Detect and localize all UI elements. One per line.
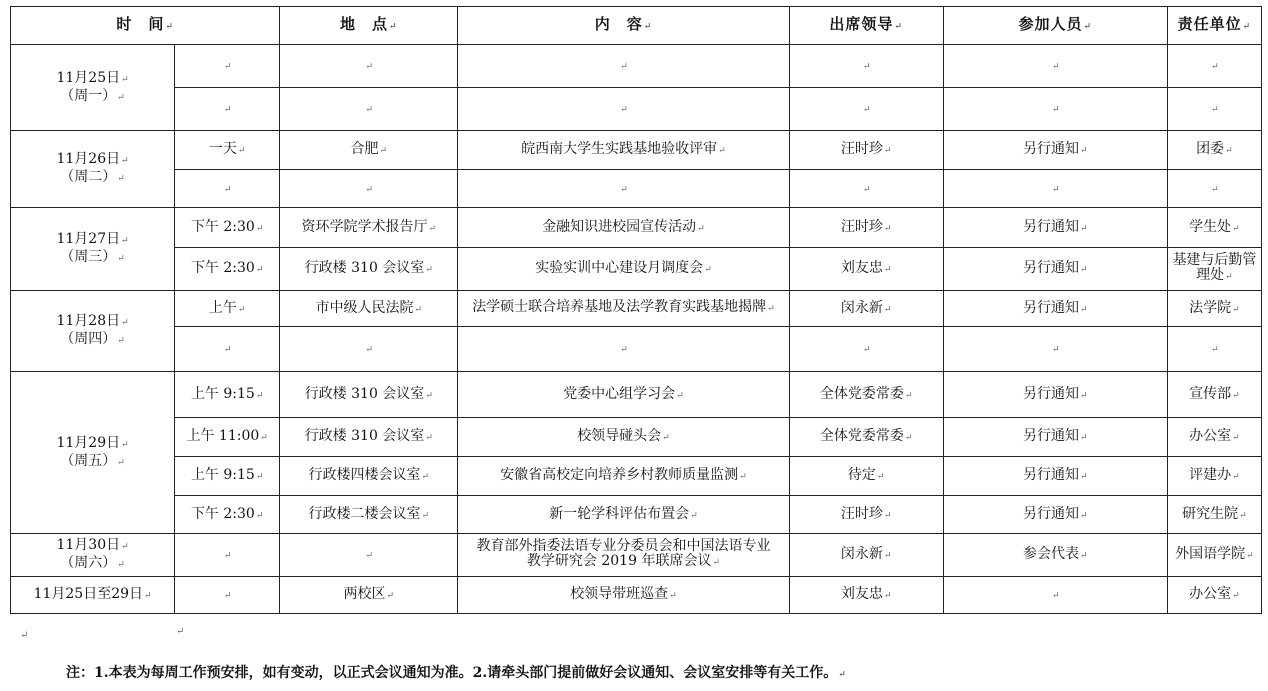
cell-content: 校领导碰头会↵ <box>458 418 789 457</box>
schedule-row <box>11 291 1262 327</box>
cell-place: ↵ <box>280 88 458 131</box>
cell-unit: 研究生院↵ <box>1167 496 1261 534</box>
cell-unit: 法学院↵ <box>1167 291 1261 327</box>
cell-participants: 参会代表↵ <box>943 534 1167 577</box>
cell-time: ↵ <box>175 170 280 208</box>
cell-unit: ↵ <box>1167 327 1261 372</box>
cell-content: 新一轮学科评估布置会↵ <box>458 496 789 534</box>
schedule-row <box>11 327 1262 372</box>
schedule-row <box>11 457 1262 496</box>
cell-leader: ↵ <box>789 88 943 131</box>
cell-content: 安徽省高校定向培养乡村教师质量监测↵ <box>458 457 789 496</box>
cell-unit: 学生处↵ <box>1167 208 1261 248</box>
cell-leader: 刘友忠↵ <box>789 248 943 291</box>
cell-leader: 全体党委常委↵ <box>789 372 943 418</box>
cell-date: 11月27日↵ （周三）↵ <box>11 208 175 291</box>
cell-time: ↵ <box>175 534 280 577</box>
cell-leader: ↵ <box>789 45 943 88</box>
cell-leader: 汪时珍↵ <box>789 208 943 248</box>
schedule-row <box>11 372 1262 418</box>
cell-place: 市中级人民法院↵ <box>280 291 458 327</box>
header-participants: 参加人员↵ <box>943 7 1167 45</box>
cell-place: 行政楼 310 会议室↵ <box>280 248 458 291</box>
schedule-row <box>11 418 1262 457</box>
cell-content: ↵ <box>458 45 789 88</box>
cell-unit: 办公室↵ <box>1167 418 1261 457</box>
cell-time: 上午 9:15↵ <box>175 457 280 496</box>
cell-unit: ↵ <box>1167 45 1261 88</box>
cell-participants: ↵ <box>943 88 1167 131</box>
header-content: 内 容↵ <box>458 7 789 45</box>
cell-time: 上午 11:00↵ <box>175 418 280 457</box>
cell-content: 皖西南大学生实践基地验收评审↵ <box>458 131 789 170</box>
paragraph-mark: ↵ <box>20 630 29 641</box>
cell-participants: ↵ <box>943 577 1167 614</box>
schedule-row <box>11 45 1262 88</box>
cell-date: 11月28日↵ （周四）↵ <box>11 291 175 372</box>
cell-date: 11月25日↵ （周一）↵ <box>11 45 175 131</box>
cell-place: ↵ <box>280 534 458 577</box>
cell-content: 金融知识进校园宣传活动↵ <box>458 208 789 248</box>
cell-content: ↵ <box>458 170 789 208</box>
schedule-row <box>11 170 1262 208</box>
cell-place: 行政楼 310 会议室↵ <box>280 372 458 418</box>
cell-place: 资环学院学术报告厅↵ <box>280 208 458 248</box>
cell-participants: ↵ <box>943 327 1167 372</box>
cell-place: ↵ <box>280 327 458 372</box>
cell-leader: 闵永新↵ <box>789 534 943 577</box>
cell-leader: 闵永新↵ <box>789 291 943 327</box>
cell-time: 下午 2:30↵ <box>175 208 280 248</box>
schedule-row <box>11 88 1262 131</box>
cell-date: 11月30日↵ （周六）↵ <box>11 534 175 577</box>
cell-date: 11月29日↵ （周五）↵ <box>11 372 175 534</box>
paragraph-mark: ↵ <box>176 626 185 637</box>
cell-participants: 另行通知↵ <box>943 418 1167 457</box>
cell-time: 一天↵ <box>175 131 280 170</box>
cell-leader: 全体党委常委↵ <box>789 418 943 457</box>
cell-leader: ↵ <box>789 170 943 208</box>
cell-content: 实验实训中心建设月调度会↵ <box>458 248 789 291</box>
cell-unit: ↵ <box>1167 170 1261 208</box>
header-row <box>11 7 1262 45</box>
schedule-row <box>11 248 1262 291</box>
cell-content: 法学硕士联合培养基地及法学教育实践基地揭牌↵ <box>458 291 789 327</box>
schedule-body <box>11 45 1262 614</box>
schedule-row <box>11 208 1262 248</box>
cell-content: 教育部外指委法语专业分委员会和中国法语专业教学研究会 2019 年联席会议↵ <box>458 534 789 577</box>
cell-participants: ↵ <box>943 45 1167 88</box>
cell-participants: 另行通知↵ <box>943 131 1167 170</box>
cell-time: ↵ <box>175 45 280 88</box>
footnote: 注：1.本表为每周工作预安排，如有变动，以正式会议通知为准。2.请牵头部门提前做好会议通知、会议室安排等有关工作。↵ <box>66 665 846 681</box>
cell-time: ↵ <box>175 577 280 614</box>
cell-leader: 待定↵ <box>789 457 943 496</box>
cell-unit: 评建办↵ <box>1167 457 1261 496</box>
cell-unit: 办公室↵ <box>1167 577 1261 614</box>
header-unit: 责任单位↵ <box>1167 7 1261 45</box>
cell-content: ↵ <box>458 88 789 131</box>
cell-participants: 另行通知↵ <box>943 208 1167 248</box>
cell-place: 合肥↵ <box>280 131 458 170</box>
schedule-row <box>11 496 1262 534</box>
cell-place: 行政楼二楼会议室↵ <box>280 496 458 534</box>
cell-leader: 汪时珍↵ <box>789 131 943 170</box>
cell-participants: ↵ <box>943 170 1167 208</box>
cell-place: 行政楼 310 会议室↵ <box>280 418 458 457</box>
header-place: 地 点↵ <box>280 7 458 45</box>
cell-participants: 另行通知↵ <box>943 291 1167 327</box>
cell-date: 11月26日↵ （周二）↵ <box>11 131 175 208</box>
cell-time: ↵ <box>175 88 280 131</box>
cell-participants: 另行通知↵ <box>943 248 1167 291</box>
schedule-row <box>11 534 1262 577</box>
cell-participants: 另行通知↵ <box>943 496 1167 534</box>
cell-place: 两校区↵ <box>280 577 458 614</box>
cell-leader: 刘友忠↵ <box>789 577 943 614</box>
cell-time: ↵ <box>175 327 280 372</box>
cell-unit: ↵ <box>1167 88 1261 131</box>
schedule-row <box>11 577 1262 614</box>
cell-time: 下午 2:30↵ <box>175 496 280 534</box>
cell-unit: 外国语学院↵ <box>1167 534 1261 577</box>
weekly-schedule-table <box>10 6 1262 614</box>
cell-unit: 基建与后勤管理处↵ <box>1167 248 1261 291</box>
cell-place: 行政楼四楼会议室↵ <box>280 457 458 496</box>
cell-participants: 另行通知↵ <box>943 372 1167 418</box>
cell-leader: 汪时珍↵ <box>789 496 943 534</box>
cell-content: ↵ <box>458 327 789 372</box>
cell-place: ↵ <box>280 45 458 88</box>
cell-content: 党委中心组学习会↵ <box>458 372 789 418</box>
cell-unit: 宣传部↵ <box>1167 372 1261 418</box>
cell-time: 下午 2:30↵ <box>175 248 280 291</box>
cell-time: 上午↵ <box>175 291 280 327</box>
cell-leader: ↵ <box>789 327 943 372</box>
cell-unit: 团委↵ <box>1167 131 1261 170</box>
cell-time: 上午 9:15↵ <box>175 372 280 418</box>
cell-content: 校领导带班巡查↵ <box>458 577 789 614</box>
header-leader: 出席领导↵ <box>789 7 943 45</box>
schedule-row <box>11 131 1262 170</box>
header-time: 时 间↵ <box>11 7 280 45</box>
cell-place: ↵ <box>280 170 458 208</box>
cell-date: 11月25日至29日↵ <box>11 577 175 614</box>
cell-participants: 另行通知↵ <box>943 457 1167 496</box>
